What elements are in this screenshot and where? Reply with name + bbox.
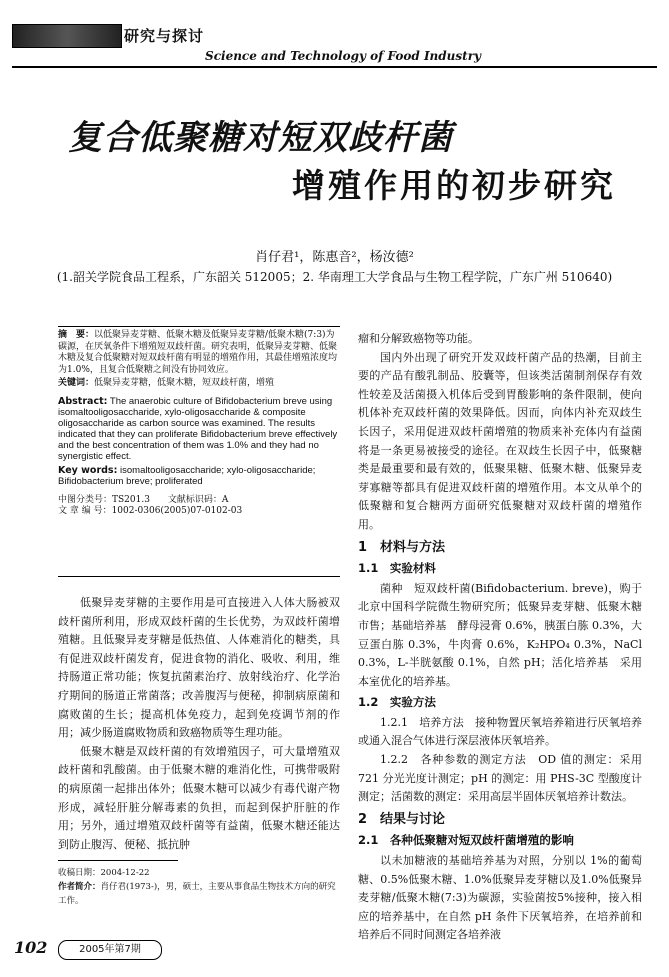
body-paragraph: 菌种 短双歧杆菌(Bifidobacterium. breve)，购于北京中国科学院微生物研究所；低聚异麦芽糖、低聚木糖 市售；基础培养基 酵母浸膏 0.6%，胰蛋白胨 0.3%，大豆蛋白胨 0.3%，牛肉膏 0.6%，K₂HPO₄ 0.3%，NaCl 0.3%，L-半胱氨酸 0.1%，自然 pH；活化培养基 采用本室优化的培养基。: [358, 581, 653, 688]
author-bio-label: 作者简介：: [58, 882, 101, 892]
right-column-body: [358, 330, 653, 945]
issue-badge: 2005年第7期: [58, 940, 162, 960]
keywords-en-text: isomaltooligosaccharide; xylo-oligosaccharide; Bifidobacterium breve; proliferated: [58, 464, 316, 487]
abstract-zh-text: 以低聚异麦芽糖、低聚木糖及低聚异麦芽糖/低聚木糖(7:3)为碳源，在厌氧条件下增殖短双歧杆菌。研究表明，低聚异麦芽糖、低聚木糖及复合低聚糖对短双歧杆菌有明显的增殖作用，其最佳增殖浓度均为1.0%，且复合低聚糖之间没有协同效应。: [58, 330, 338, 375]
author-bio: [58, 880, 340, 908]
subsection-heading: 2.1 各种低聚糖对短双歧杆菌增殖的影响: [358, 833, 574, 848]
title-line-2: 增殖作用的初步研究: [292, 166, 616, 205]
abstract-bottom-rule: [58, 576, 340, 577]
authors: 肖仔君¹，陈惠音²，杨汝德²: [255, 250, 414, 265]
body-paragraph: 1.2.2 各种参数的测定方法 OD 值的测定：采用721 分光光度计测定；pH 的测定：用 PHS-3C 型酸度计测定；活菌数的测定：采用高层半固体厌氧培养计数法。: [358, 753, 642, 804]
header-rule: [12, 66, 657, 68]
section-heading: 1 材料与方法: [358, 539, 446, 555]
abstract-top-rule: [58, 326, 340, 327]
abstract-en-label: Abstract:: [58, 395, 108, 407]
left-column-body: [58, 594, 340, 854]
journal-logo: [12, 24, 122, 48]
keywords-zh: [58, 378, 340, 390]
section-heading: 2 结果与讨论: [358, 811, 446, 827]
abstract-en: [58, 396, 340, 462]
received-date: 收稿日期：2004-12-22: [58, 868, 150, 878]
abstract-zh-label: 摘 要：: [58, 330, 95, 340]
abstract-en-text: The anaerobic culture of Bifidobacterium breve using isomaltooligosaccharide, xylo-oligosaccharide & composite oligosaccharide as carbon source was examined. The results indicated that they can proliferate Bifidobacterium breve effectively and the best concentration of them was 1.0% and they had no synergistic effect.: [58, 395, 338, 462]
clc-line: 中图分类号：TS201.3 文献标识码：A: [58, 494, 229, 505]
footnote: [58, 866, 340, 908]
subsection-heading: 1.1 实验材料: [358, 561, 436, 576]
column-title: 研究与探讨: [124, 27, 205, 45]
journal-title-en: Science and Technology of Food Industry: [205, 49, 481, 63]
article-number: 文 章 编 号：1002-0306(2005)07-0102-03: [58, 506, 243, 516]
body-paragraph: 瘤和分解致癌物等功能。: [358, 332, 479, 345]
abstract-zh: [58, 330, 340, 376]
body-paragraph: 低聚异麦芽糖的主要作用是可直接进入人体大肠被双歧杆菌所利用，形成双歧杆菌的生长优势，为双歧杆菌增殖糖。且低聚异麦芽糖是低热值、人体难消化的糖类，具有促进双歧杆菌发育，促进食物的消化、吸收、利用，维持肠道正常功能；恢复抗菌素治疗、放射线治疗、化学治疗期间的肠道正常菌落；改善腹泻与便秘，抑制病原菌和腐败菌的生长；提高机体免疫力，起到免疫调节剂的作用；减少肠道腐败物质和致癌物质等生理功能。: [58, 596, 340, 740]
keywords-zh-text: 低聚异麦芽糖，低聚木糖，短双歧杆菌，增殖: [94, 378, 275, 388]
title-line-1: 复合低聚糖对短双歧杆菌: [68, 118, 453, 158]
body-paragraph: 低聚木糖是双歧杆菌的有效增殖因子，可大量增殖双歧杆菌和乳酸菌。由于低聚木糖的难消化性，可携带吸附的病原菌一起排出体外；低聚木糖可以减少有毒代谢产物形成，减轻肝脏分解毒素的负担，而起到保护肝脏的作用；另外，通过增殖双歧杆菌等有益菌，低聚木糖还能达到防止腹泻、便秘、抵抗肿: [58, 744, 340, 851]
affiliation: (1.韶关学院食品工程系，广东韶关 512005；2. 华南理工大学食品与生物工程学院，广东广州 510640): [56, 270, 613, 284]
keywords-en: [58, 465, 340, 487]
body-paragraph: 1.2.1 培养方法 接种物置厌氧培养箱进行厌氧培养或通入混合气体进行深层液体厌氧培养。: [358, 715, 642, 748]
keywords-zh-label: 关键词：: [58, 378, 95, 388]
subsection-heading: 1.2 实验方法: [358, 695, 436, 710]
keywords-en-label: Key words:: [58, 464, 118, 476]
footnote-rule: [58, 860, 178, 861]
body-paragraph: 国内外出现了研究开发双歧杆菌产品的热潮，目前主要的产品有酸乳制品、胶囊等，但该类活菌制剂保存有效性较差及活菌摄入机体后受到胃酸影响的条件限制，使向机体补充双歧杆菌的效果降低。因而，向体内补充双歧生长因子，采用促进双歧杆菌增殖的物质来补充体内有益菌将是一条更易被接受的途径。在双歧生长因子中，低聚糖类是最重要和最有效的，低聚果糖、低聚木糖、低聚异麦芽寡糖等都具有促进双歧杆菌的增殖作用。本文从单个的低聚糖和复合糖两方面研究低聚糖对双歧杆菌的增殖作用。: [358, 350, 642, 531]
body-paragraph: 以未加糖液的基础培养基为对照，分别以 1%的葡萄糖、0.5%低聚木糖、1.0%低聚异麦芽糖以及1.0%低聚异麦芽糖/低聚木糖(7:3)为碳源，实验菌按5%接种，接入相应的培养基中，在自然 pH 条件下厌氧培养，在培养前和培养后不同时间测定各培养液: [358, 854, 642, 942]
abstract-block: [58, 330, 340, 518]
author-bio-text: 肖仔君(1973-)，男，硕士，主要从事食品生物技术方向的研究工作。: [58, 882, 336, 906]
page-number: 102: [14, 938, 48, 957]
